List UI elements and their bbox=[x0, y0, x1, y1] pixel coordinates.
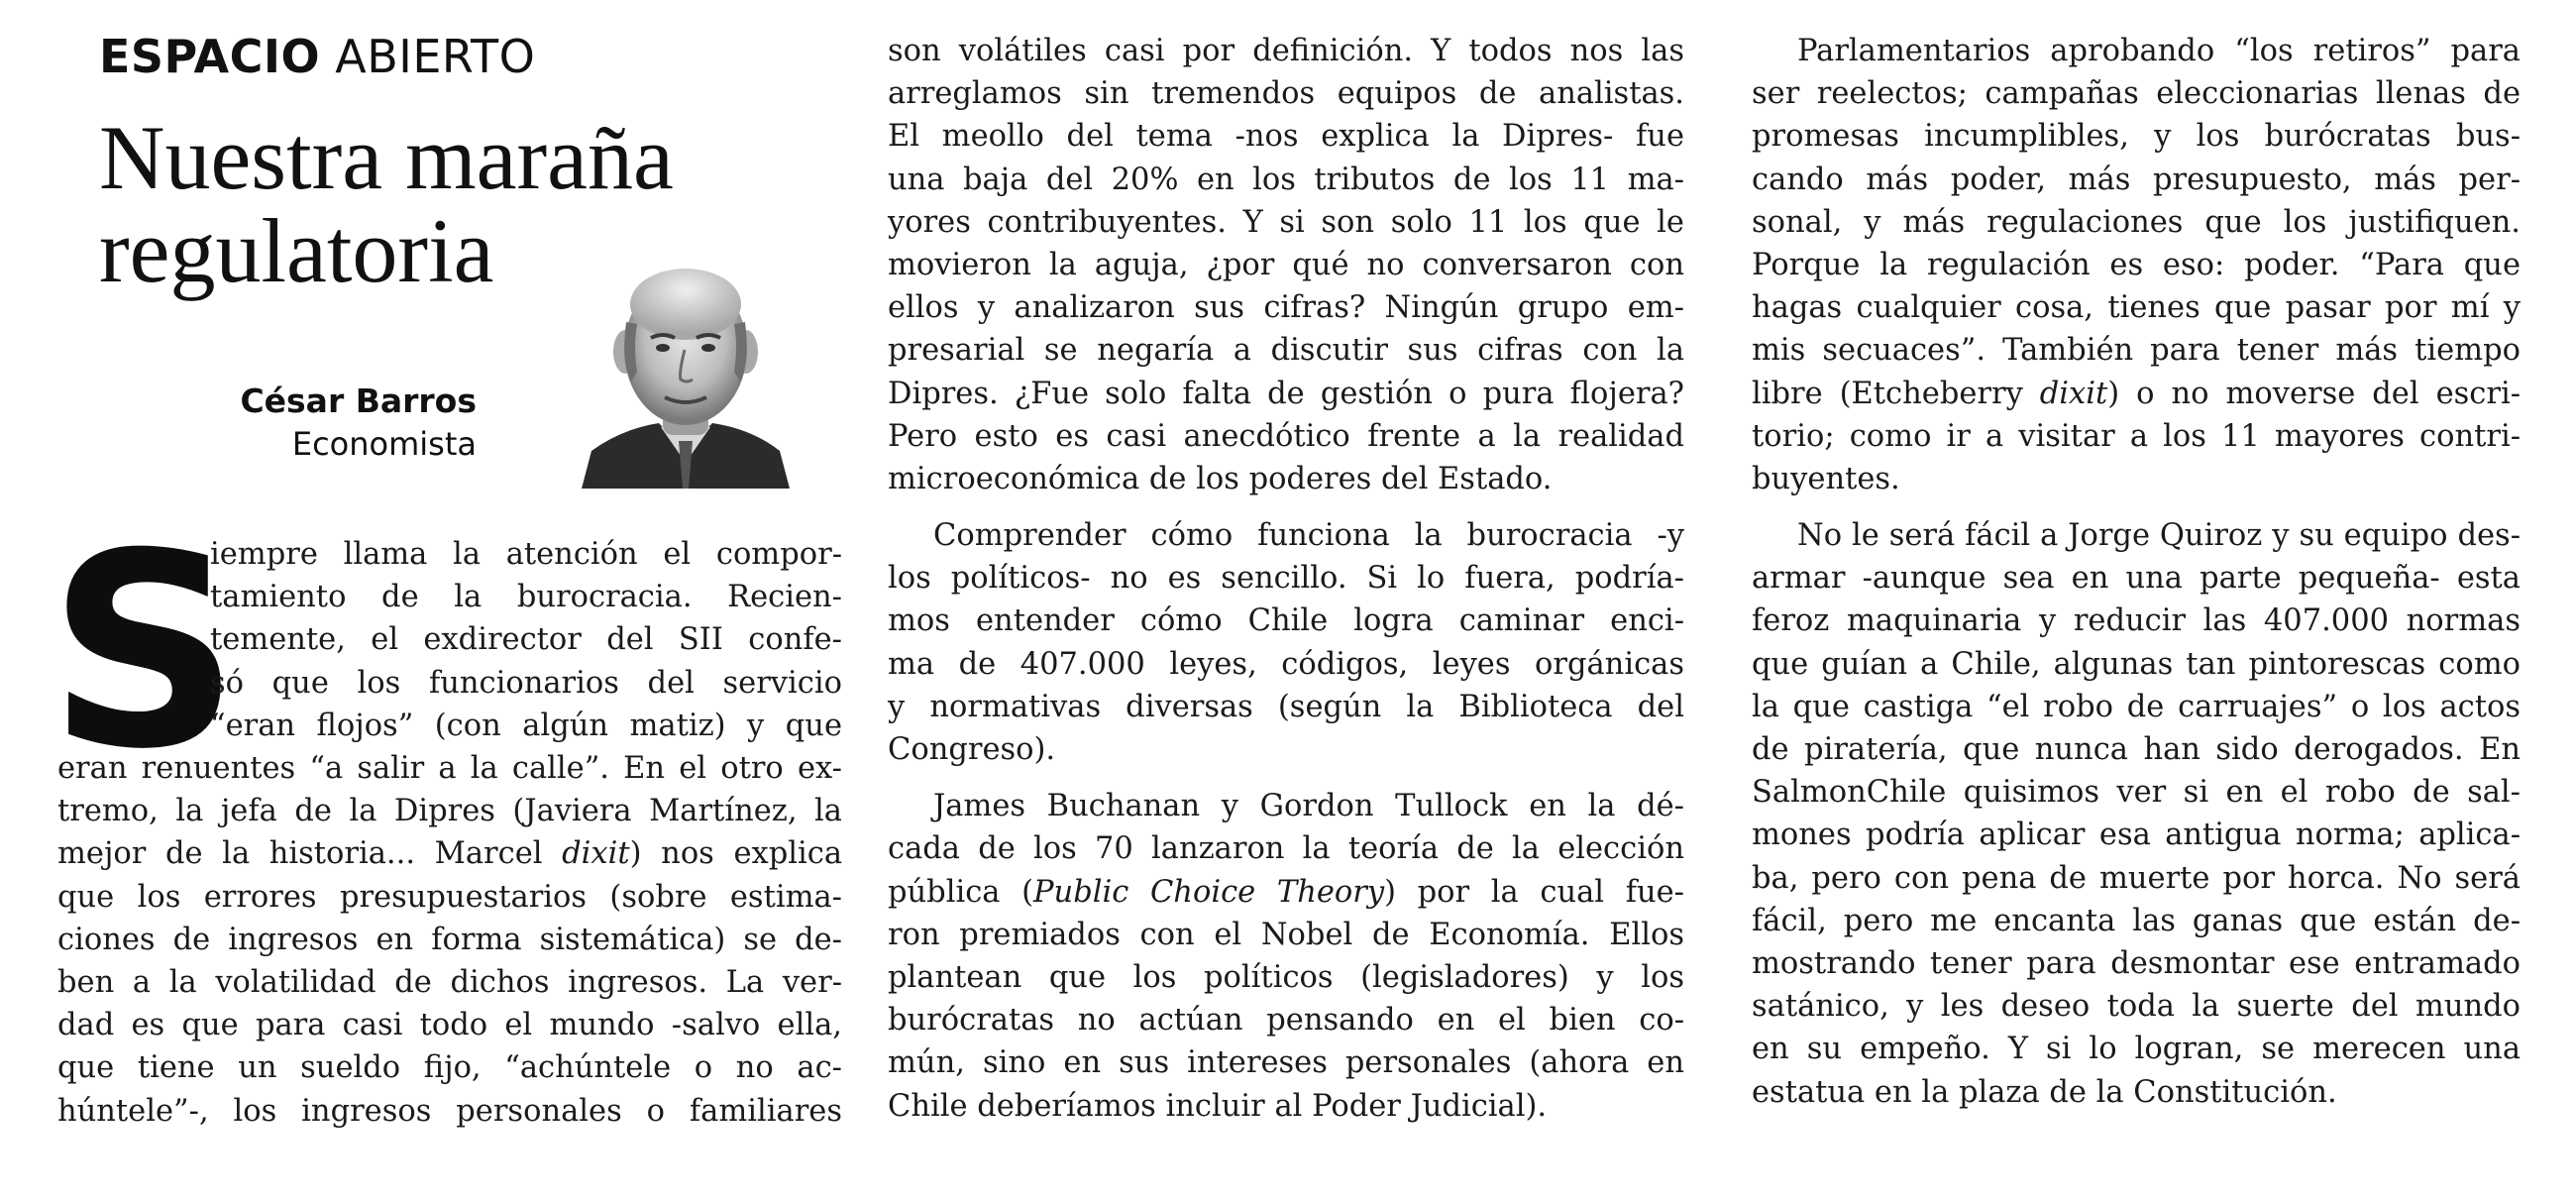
text-line-with-italic bbox=[57, 832, 842, 875]
text-line: armar -aunque sea en una parte pequeña- esta bbox=[1752, 561, 2521, 597]
text-line: ellos y analizaron sus cifras? Ningún grupo em- bbox=[888, 290, 1684, 326]
text-line: hagas cualquier cosa, tienes que pasar por mí y bbox=[1752, 290, 2521, 326]
headline-line-2: regulatoria bbox=[99, 200, 494, 301]
text-line: húntele”-, los ingresos personales o familiares bbox=[57, 1093, 842, 1129]
section-label-light: ABIERTO bbox=[335, 30, 536, 83]
text-line: presarial se negaría a discutir sus cifras con la bbox=[888, 333, 1684, 369]
text-line: Congreso). bbox=[888, 732, 1056, 767]
text-line: iempre llama la atención el compor- bbox=[210, 537, 842, 572]
text-segment: mejor de la historia... Marcel bbox=[57, 836, 563, 872]
text-line: movieron la aguja, ¿por qué no conversaron con bbox=[888, 247, 1684, 282]
text-line: tamiento de la burocracia. Recien- bbox=[210, 580, 842, 615]
italic-public-choice: Public Choice Theory bbox=[1033, 874, 1385, 910]
section-label bbox=[99, 30, 535, 83]
text-line: “eran flojos” (con algún matiz) y que bbox=[210, 708, 842, 743]
text-line: son volátiles casi por definición. Y todos nos las bbox=[888, 34, 1684, 68]
text-line: mis secuaces”. También para tener más tiempo bbox=[1752, 333, 2521, 369]
headline-line-1: Nuestra maraña bbox=[99, 107, 674, 208]
text-line: ron premiados con el Nobel de Economía. Ellos bbox=[888, 917, 1684, 952]
text-line: mones podría aplicar esa antigua norma; aplica- bbox=[1752, 818, 2521, 853]
text-line: de piratería, que nunca han sido derogados. En bbox=[1752, 732, 2521, 767]
text-line: El meollo del tema -nos explica la Dipres- fue bbox=[888, 119, 1684, 155]
text-segment: ) o no moverse del escri- bbox=[2107, 376, 2522, 411]
text-line: Parlamentarios aprobando “los retiros” para bbox=[1797, 34, 2521, 68]
text-line: mos entender cómo Chile logra caminar enci- bbox=[888, 603, 1684, 639]
text-line: ciones de ingresos en forma sistemática) se de- bbox=[57, 922, 842, 957]
text-line: que los errores presupuestarios (sobre estima- bbox=[57, 879, 842, 915]
text-line: tremo, la jefa de la Dipres (Javiera Martínez, la bbox=[57, 794, 842, 829]
column-1-top bbox=[210, 533, 842, 747]
text-line: en su empeño. Y si lo logran, se merecen una bbox=[1752, 1032, 2521, 1067]
text-line: ser reelectos; campañas eleccionarias llenas de bbox=[1752, 76, 2521, 112]
text-line: só que los funcionarios del servicio bbox=[210, 665, 842, 701]
text-line: Chile deberíamos incluir al Poder Judicial). bbox=[888, 1088, 1548, 1124]
column-3 bbox=[1752, 30, 2521, 1114]
text-line: dad es que para casi todo el mundo -salvo ella, bbox=[57, 1008, 842, 1043]
text-line: plantean que los políticos (legisladores) y los bbox=[888, 959, 1684, 995]
text-line: ba, pero con pena de muerte por horca. No será bbox=[1752, 860, 2521, 896]
text-line: la que castiga “el robo de carruajes” o los actos bbox=[1752, 689, 2521, 724]
text-line: mostrando tener para desmontar ese entramado bbox=[1752, 945, 2521, 981]
text-line: Pero esto es casi anecdótico frente a la realidad bbox=[888, 418, 1684, 454]
text-line: los políticos- no es sencillo. Si lo fuera, podría- bbox=[888, 561, 1684, 597]
text-line: Dipres. ¿Fue solo falta de gestión o pura flojera? bbox=[888, 376, 1684, 411]
text-line: que guían a Chile, algunas tan pintorescas como bbox=[1752, 646, 2521, 682]
text-line: cando más poder, más presupuesto, más per- bbox=[1752, 162, 2521, 197]
text-line: temente, el exdirector del SII confe- bbox=[210, 622, 842, 658]
text-line: Comprender cómo funciona la burocracia -y bbox=[933, 518, 1684, 554]
text-line: James Buchanan y Gordon Tullock en la dé- bbox=[933, 789, 1684, 824]
column-1-bottom bbox=[57, 747, 842, 1133]
section-label-bold: ESPACIO bbox=[99, 30, 321, 83]
author-role: Economista bbox=[291, 425, 477, 463]
text-line: que tiene un sueldo fijo, “achúntele o no ac- bbox=[57, 1050, 842, 1086]
text-line: buyentes. bbox=[1752, 461, 1900, 496]
text-line: mún, sino en sus intereses personales (ahora en bbox=[888, 1045, 1684, 1081]
author-byline bbox=[224, 380, 477, 465]
text-segment: ) por la cual fue- bbox=[1384, 874, 1684, 910]
text-segment: libre (Etcheberry bbox=[1752, 376, 2040, 411]
text-line: yores contribuyentes. Y si son solo 11 los que le bbox=[888, 204, 1684, 240]
author-portrait bbox=[582, 253, 790, 489]
text-line: una baja del 20% en los tributos de los 11 ma- bbox=[888, 162, 1684, 197]
italic-dixit: dixit bbox=[2039, 376, 2108, 411]
text-segment: ) nos explica bbox=[629, 836, 843, 872]
italic-dixit: dixit bbox=[562, 836, 630, 872]
text-line: promesas incumplibles, y los burócratas bus- bbox=[1752, 119, 2521, 155]
text-line: estatua en la plaza de la Constitución. bbox=[1752, 1074, 2337, 1110]
author-name: César Barros bbox=[240, 382, 477, 420]
text-line: y normativas diversas (según la Biblioteca del bbox=[888, 689, 1684, 724]
text-line: burócratas no actúan pensando en el bien co- bbox=[888, 1003, 1684, 1038]
text-segment: pública ( bbox=[888, 874, 1034, 910]
text-line: eran renuentes “a salir a la calle”. En el otro ex- bbox=[57, 751, 842, 786]
text-line: SalmonChile quisimos ver si en el robo de sal- bbox=[1752, 775, 2521, 811]
text-line: microeconómica de los poderes del Estado. bbox=[888, 461, 1553, 496]
text-line: feroz maquinaria y reducir las 407.000 normas bbox=[1752, 603, 2521, 639]
text-line: sonal, y más regulaciones que los justifiquen. bbox=[1752, 204, 2521, 240]
text-line: satánico, y les deseo toda la suerte del mundo bbox=[1752, 989, 2521, 1025]
text-line-with-italic bbox=[888, 871, 1684, 914]
text-line: cada de los 70 lanzaron la teoría de la elección bbox=[888, 831, 1684, 867]
column-2 bbox=[888, 30, 1684, 1128]
text-line: torio; como ir a visitar a los 11 mayores contri- bbox=[1752, 418, 2521, 454]
text-line: ma de 407.000 leyes, códigos, leyes orgánicas bbox=[888, 646, 1684, 682]
drop-cap: S bbox=[48, 495, 241, 808]
text-line: ben a la volatilidad de dichos ingresos. La ver- bbox=[57, 964, 842, 1000]
text-line: No le será fácil a Jorge Quiroz y su equipo des- bbox=[1797, 518, 2521, 554]
text-line: Porque la regulación es eso: poder. “Para que bbox=[1752, 247, 2521, 282]
text-line: fácil, pero me encanta las ganas que están de- bbox=[1752, 903, 2521, 938]
text-line-with-italic bbox=[1752, 373, 2521, 415]
text-line: arreglamos sin tremendos equipos de analistas. bbox=[888, 76, 1684, 112]
